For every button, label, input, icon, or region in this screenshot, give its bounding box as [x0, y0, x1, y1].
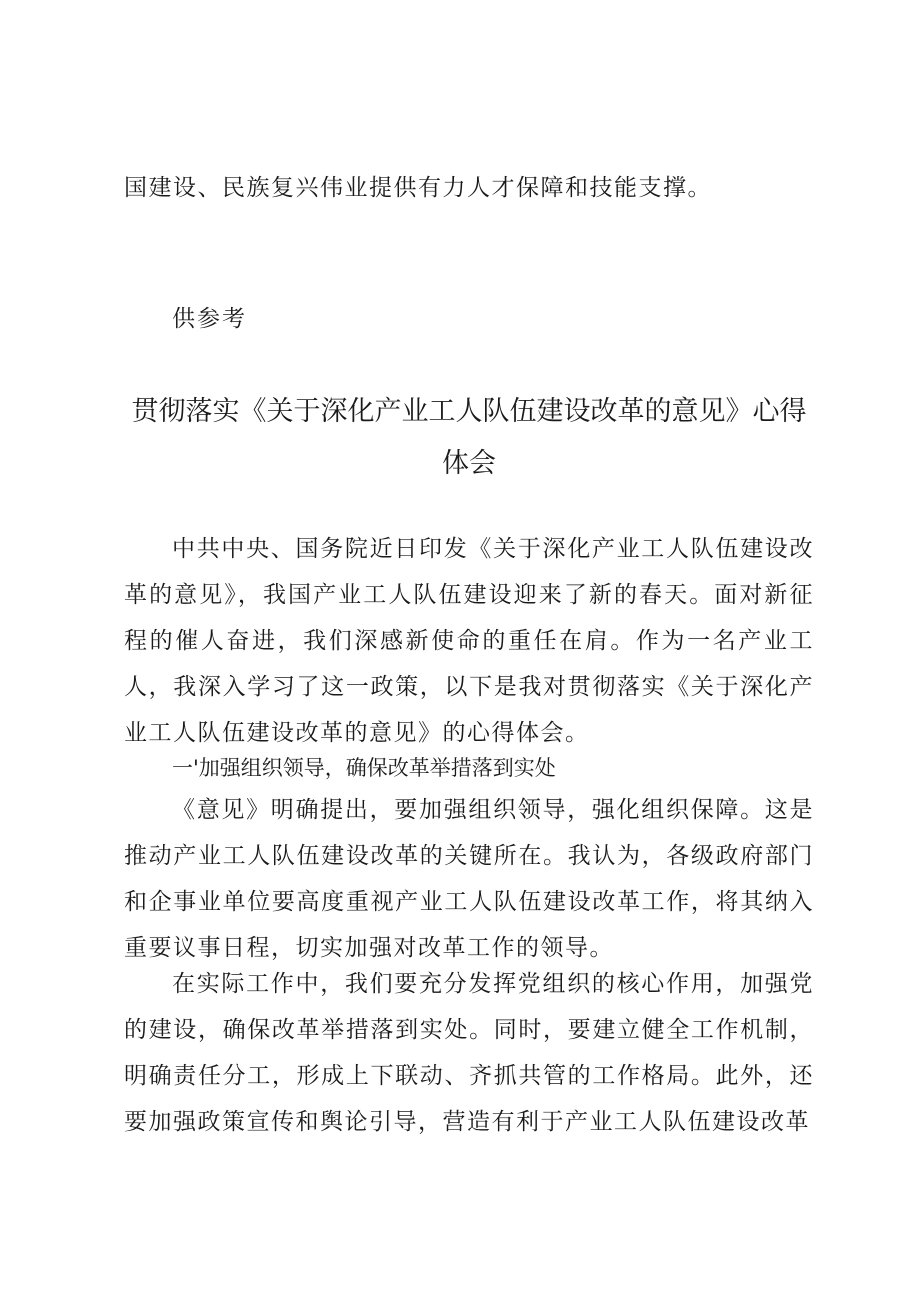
document-title: 贯彻落实《关于深化产业工人队伍建设改革的意见》心得体会 — [131, 396, 807, 479]
paragraph-section-1: 《意见》明确提出，要加强组织领导，强化组织保障。这是推动产业工人队伍建设改革的关键所在。我认为，各级政府部门和企事业单位要高度重视产业工人队伍建设改革工作，将其纳入重要议事日程，切实加强对改革工作的领导。 — [124, 797, 814, 961]
reference-note: 供参考 — [172, 306, 247, 332]
continuation-text: 国建设、民族复兴伟业提供有力人才保障和技能支撑。 — [124, 175, 712, 201]
paragraph-intro: 中共中央、国务院近日印发《关于深化产业工人队伍建设改革的意见》，我国产业工人队伍建设迎来了新的春天。面对新征程的催人奋进，我们深感新使命的重任在肩。作为一名产业工人，我深入学习了这一政策，以下是我对贯彻落实《关于深化产业工人队伍建设改革的意见》的心得体会。 — [124, 536, 814, 746]
section-heading: 一'加强组织领导，确保改革举措落到实处 — [172, 756, 556, 780]
paragraph-section-1-cont: 在实际工作中，我们要充分发挥党组织的核心作用，加强党的建设，确保改革举措落到实处。同时，要建立健全工作机制，明确责任分工，形成上下联动、齐抓共管的工作格局。此外，还要加强政策宣传和舆论引导，营造有利于产业工人队伍建设改革 — [124, 971, 814, 1135]
